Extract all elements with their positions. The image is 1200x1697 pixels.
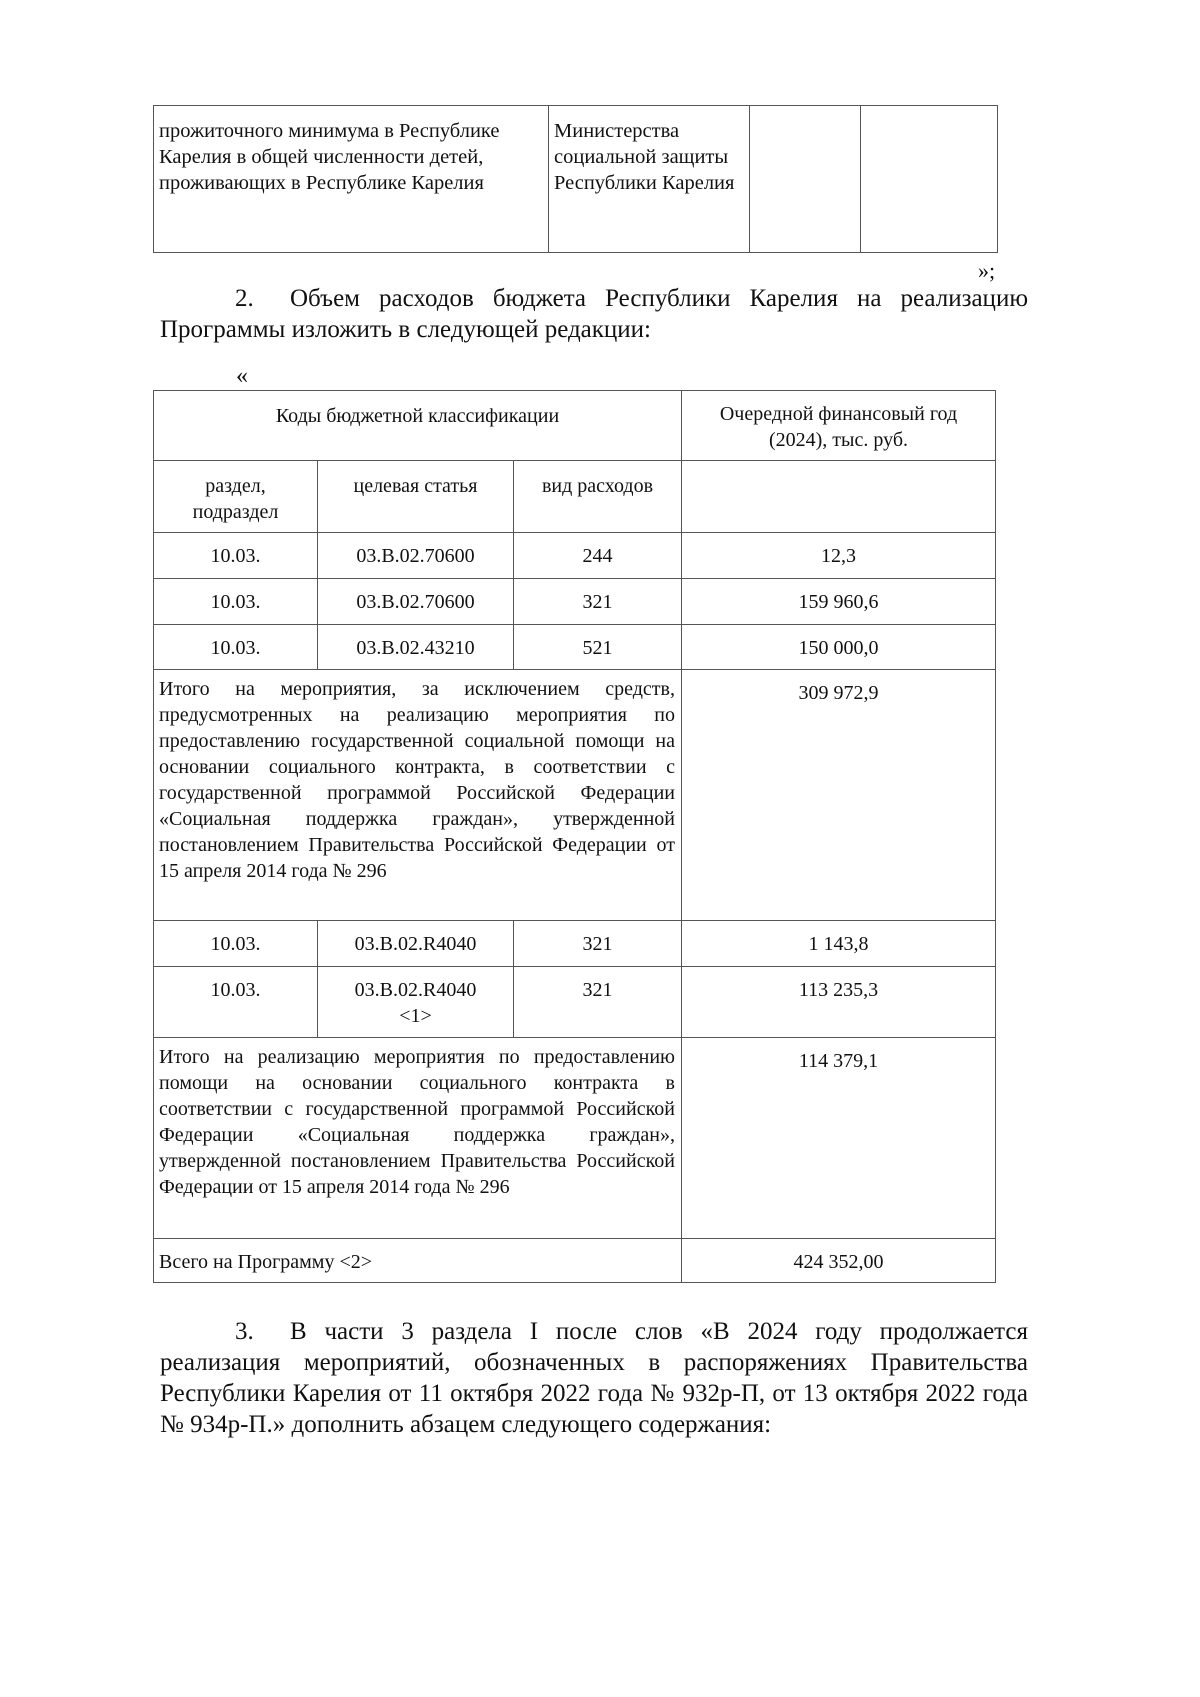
cell-type: 244: [514, 533, 682, 579]
paragraph-text: В части 3 раздела I после слов «В 2024 году продолжается реализация мероприятий, обозначенных в распоряжениях Правительства Республики Карелия от 11 октября 2022 года № 932р-П, от 13 октября 2022 года № 934р-П.» дополнить абзацем следующего содержания:: [160, 1318, 1028, 1438]
opening-quote: «: [236, 363, 248, 389]
cell-section: 10.03.: [154, 625, 318, 670]
subtotal-label: Итого на мероприятия, за исключением средств, предусмотренных на реализацию мероприятия по предоставлению государственной социальной помощи на основании социального контракта, в соответствии с государственной программой Российской Федерации «Социальная поддержка граждан», утвержденной постановлением Правительства Российской Федерации от 15 апреля 2014 года № 296: [154, 670, 682, 921]
cell-type: 521: [514, 625, 682, 670]
indicator-cell: прожиточного минимума в Республике Карелия в общей численности детей, проживающих в Республике Карелия: [154, 106, 549, 253]
empty-cell: [682, 461, 996, 533]
ministry-cell: Министерства социальной защиты Республики Карелия: [549, 106, 750, 253]
cell-amount: 113 235,3: [682, 967, 996, 1038]
header-codes: Коды бюджетной классификации: [154, 391, 682, 461]
subtotal-value: 309 972,9: [682, 670, 996, 921]
subtotal-row: [154, 670, 996, 921]
subtotal-label: Итого на реализацию мероприятия по предоставлению помощи на основании социального контракта в соответствии с государственной программой Российской Федерации «Социальная поддержка граждан», утвержденной постановлением Правительства Российской Федерации от 15 апреля 2014 года № 296: [154, 1038, 682, 1239]
cell-amount: 1 143,8: [682, 921, 996, 967]
cell-target: 03.В.02.70600: [318, 579, 514, 625]
paragraph-text: Объем расходов бюджета Республики Карелия на реализацию Программы изложить в следующей редакции:: [160, 285, 1028, 343]
header-year: Очередной финансовый год (2024), тыс. руб.: [682, 391, 996, 461]
subheader-target: целевая статья: [318, 461, 514, 533]
paragraph-2: [160, 283, 1028, 345]
paragraph-number: 2.: [235, 285, 254, 312]
table-row: [154, 921, 996, 967]
table-row: [154, 579, 996, 625]
cell-type: 321: [514, 921, 682, 967]
cell-section: 10.03.: [154, 921, 318, 967]
subtotal-value: 114 379,1: [682, 1038, 996, 1239]
empty-cell: [861, 106, 998, 253]
paragraph-3: [160, 1316, 1028, 1440]
cell-type: 321: [514, 579, 682, 625]
cell-target: 03.В.02.R4040 <1>: [318, 967, 514, 1038]
closing-quote: »;: [978, 258, 996, 283]
cell-target: 03.В.02.R4040: [318, 921, 514, 967]
paragraph-number: 3.: [235, 1318, 254, 1345]
subheader-type: вид расходов: [514, 461, 682, 533]
subtotal-row: [154, 1038, 996, 1239]
cell-amount: 159 960,6: [682, 579, 996, 625]
cell-amount: 150 000,0: [682, 625, 996, 670]
top-table: [153, 105, 998, 253]
total-label: Всего на Программу <2>: [154, 1239, 682, 1283]
total-value: 424 352,00: [682, 1239, 996, 1283]
table-row: [154, 533, 996, 579]
subheader-section: раздел, подраздел: [154, 461, 318, 533]
table-row: [154, 967, 996, 1038]
cell-section: 10.03.: [154, 533, 318, 579]
cell-target: 03.В.02.70600: [318, 533, 514, 579]
cell-section: 10.03.: [154, 967, 318, 1038]
empty-cell: [750, 106, 861, 253]
cell-amount: 12,3: [682, 533, 996, 579]
table-row: [154, 625, 996, 670]
cell-target: 03.В.02.43210: [318, 625, 514, 670]
total-row: [154, 1239, 996, 1283]
cell-type: 321: [514, 967, 682, 1038]
cell-section: 10.03.: [154, 579, 318, 625]
budget-table: [153, 390, 996, 1283]
